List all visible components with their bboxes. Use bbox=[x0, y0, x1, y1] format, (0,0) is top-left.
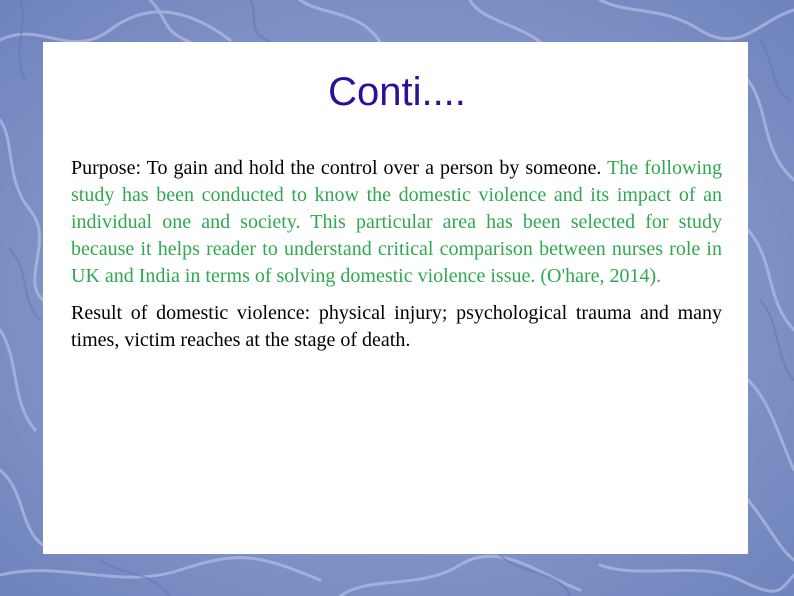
slide-body bbox=[71, 155, 722, 364]
slide-title: Conti.... bbox=[328, 70, 466, 114]
result-paragraph: Result of domestic violence: physical injury; psychological trauma and many times, victim reaches at the stage of death. bbox=[71, 302, 722, 351]
purpose-highlight-text: The following study has been conducted to know the domestic violence and its impact of an individual one and society. This particular area has been selected for study because it helps reader to understand critical comparison between nurses role in UK and India in terms of solving domestic violence issue. (O'hare, 2014). bbox=[71, 157, 722, 287]
purpose-paragraph bbox=[71, 155, 722, 290]
purpose-lead-text: Purpose: To gain and hold the control over a person by someone. bbox=[71, 157, 608, 179]
